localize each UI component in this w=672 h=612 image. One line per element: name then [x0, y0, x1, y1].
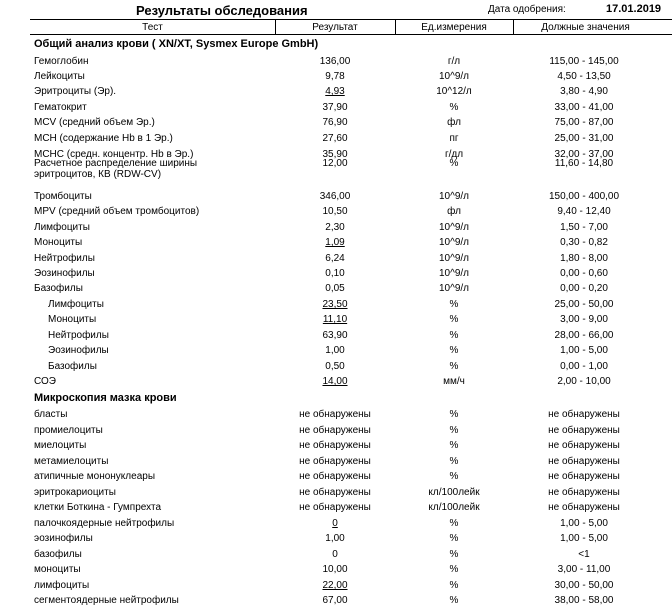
test-name: СОЭ	[34, 376, 56, 387]
unit-value: мм/ч	[443, 376, 465, 387]
unit-value: %	[449, 533, 459, 544]
test-name: MPV (средний объем тромбоцитов)	[34, 206, 200, 217]
reference-range: не обнаружены	[548, 502, 620, 513]
result-value: 0,50	[325, 361, 345, 372]
result-value: 10,50	[322, 206, 348, 217]
reference-range: 3,00 - 11,00	[557, 564, 611, 575]
reference-range: 3,00 - 9,00	[560, 314, 608, 325]
unit-value: пг	[449, 133, 459, 144]
test-name: Эозинофилы	[48, 345, 109, 356]
reference-range: не обнаружены	[548, 409, 620, 420]
test-name: Расчетное распределение ширины эритроцитов, КВ (RDW-CV)	[34, 158, 198, 180]
result-value: 35,90	[322, 149, 348, 160]
result-value: 1,00	[325, 533, 345, 544]
test-name: клетки Боткина - Гумпрехта	[34, 502, 162, 513]
result-value: 22,00	[322, 580, 348, 591]
reference-range: 25,00 - 50,00	[554, 299, 614, 310]
table-row	[0, 470, 672, 484]
reference-range: 150,00 - 400,00	[548, 191, 620, 202]
result-value: 0	[332, 518, 338, 529]
test-name: Гемоглобин	[34, 56, 89, 67]
unit-value: г/л	[447, 56, 461, 67]
column-header-unit: Ед.измерения	[421, 22, 487, 33]
reference-range: 28,00 - 66,00	[554, 330, 614, 341]
unit-value: 10^12/л	[436, 86, 472, 97]
table-row	[0, 298, 672, 312]
unit-value: %	[449, 345, 459, 356]
approval-date-label: Дата одобрения:	[488, 4, 566, 15]
test-name: промиелоциты	[34, 425, 103, 436]
reference-range: 32,00 - 37,00	[554, 149, 614, 160]
unit-value: 10^9/л	[439, 71, 469, 82]
reference-range: 0,00 - 0,60	[560, 268, 608, 279]
test-name: Лимфоциты	[34, 222, 90, 233]
test-name: лимфоциты	[34, 580, 90, 591]
result-value: 0,10	[325, 268, 345, 279]
reference-range: 0,30 - 0,82	[560, 237, 608, 248]
table-row	[0, 221, 672, 235]
table-row	[0, 282, 672, 296]
test-name: Лимфоциты	[48, 299, 104, 310]
result-value: 346,00	[319, 191, 351, 202]
report-title: Результаты обследования	[136, 3, 308, 18]
result-value: 0,05	[325, 283, 345, 294]
table-row	[0, 563, 672, 577]
table-row	[0, 486, 672, 500]
reference-range: 9,40 - 12,40	[557, 206, 611, 217]
test-name: базофилы	[34, 549, 82, 560]
reference-range: не обнаружены	[548, 440, 620, 451]
table-row	[0, 55, 672, 69]
table-row	[0, 313, 672, 327]
table-row	[0, 360, 672, 374]
column-header-reference: Должные значения	[541, 22, 630, 33]
result-value: 23,50	[322, 299, 348, 310]
unit-value: 10^9/л	[439, 268, 469, 279]
reference-range: 33,00 - 41,00	[554, 102, 614, 113]
test-name: палочкоядерные нейтрофилы	[34, 518, 175, 529]
result-value: не обнаружены	[299, 471, 371, 482]
unit-value: 10^9/л	[439, 253, 469, 264]
table-row	[0, 344, 672, 358]
result-value: 63,90	[322, 330, 348, 341]
unit-value: 10^9/л	[439, 222, 469, 233]
reference-range: 75,00 - 87,00	[554, 117, 614, 128]
unit-value: %	[449, 102, 459, 113]
table-row	[0, 190, 672, 204]
test-name: MCH (содержание Hb в 1 Эр.)	[34, 133, 173, 144]
result-value: 37,90	[322, 102, 348, 113]
result-value: 10,00	[322, 564, 348, 575]
result-value: 27,60	[322, 133, 348, 144]
unit-value: %	[449, 314, 459, 325]
test-name: Моноциты	[34, 237, 83, 248]
reference-range: 4,50 - 13,50	[557, 71, 611, 82]
unit-value: 10^9/л	[439, 283, 469, 294]
unit-value: фл	[447, 206, 461, 217]
result-value: 9,78	[325, 71, 345, 82]
unit-value: %	[449, 440, 459, 451]
unit-value: %	[449, 456, 459, 467]
result-value: 1,09	[325, 237, 345, 248]
unit-value: %	[449, 471, 459, 482]
result-value: 76,90	[322, 117, 348, 128]
test-name: Базофилы	[48, 361, 97, 372]
section-title-cbc: Общий анализ крови ( XN/XT, Sysmex Europe GmbH)	[34, 38, 319, 50]
table-row	[0, 101, 672, 115]
result-value: 136,00	[319, 56, 351, 67]
table-row	[0, 424, 672, 438]
reference-range: не обнаружены	[548, 425, 620, 436]
test-name: MCHC (средн. концентр. Hb в Эр.)	[34, 149, 194, 160]
table-row	[0, 252, 672, 266]
test-name: Гематокрит	[34, 102, 87, 113]
result-value: 12,00	[322, 158, 348, 169]
table-row	[0, 375, 672, 389]
column-header-test: Тест	[142, 22, 163, 33]
unit-value: %	[449, 564, 459, 575]
unit-value: %	[449, 518, 459, 529]
table-row	[0, 116, 672, 130]
table-row	[0, 594, 672, 608]
test-name: Эритроциты (Эр).	[34, 86, 117, 97]
test-name: Тромбоциты	[34, 191, 92, 202]
unit-value: кл/100лейк	[428, 487, 480, 498]
result-value: 14,00	[322, 376, 348, 387]
reference-range: 2,00 - 10,00	[557, 376, 611, 387]
unit-value: %	[449, 580, 459, 591]
column-header-result: Результат	[312, 22, 358, 33]
result-value: 0	[332, 549, 338, 560]
test-name: MCV (средний объем Эр.)	[34, 117, 155, 128]
section-title-smear: Микроскопия мазка крови	[34, 392, 177, 404]
result-value: 6,24	[325, 253, 345, 264]
unit-value: %	[449, 158, 459, 169]
table-row	[0, 455, 672, 469]
unit-value: %	[449, 595, 459, 606]
reference-range: не обнаружены	[548, 487, 620, 498]
table-row	[0, 236, 672, 250]
test-name: Нейтрофилы	[34, 253, 95, 264]
reference-range: 1,00 - 5,00	[560, 533, 608, 544]
table-row	[0, 532, 672, 546]
test-name: Базофилы	[34, 283, 83, 294]
result-value: не обнаружены	[299, 502, 371, 513]
reference-range: 1,00 - 5,00	[560, 518, 608, 529]
result-value: 67,00	[322, 595, 348, 606]
table-row	[0, 158, 672, 182]
result-value: не обнаружены	[299, 409, 371, 420]
result-value: не обнаружены	[299, 425, 371, 436]
test-name: моноциты	[34, 564, 81, 575]
table-row	[0, 70, 672, 84]
unit-value: 10^9/л	[439, 191, 469, 202]
reference-range: 30,00 - 50,00	[554, 580, 614, 591]
unit-value: г/дл	[444, 149, 464, 160]
reference-range: 1,00 - 5,00	[560, 345, 608, 356]
reference-range: 3,80 - 4,90	[560, 86, 608, 97]
test-name: Лейкоциты	[34, 71, 85, 82]
table-row	[0, 439, 672, 453]
result-value: 2,30	[325, 222, 345, 233]
reference-range: 25,00 - 31,00	[554, 133, 614, 144]
test-name: эозинофилы	[34, 533, 93, 544]
table-row	[0, 132, 672, 146]
test-name: атипичные мононуклеары	[34, 471, 156, 482]
test-name: Моноциты	[48, 314, 97, 325]
test-name: Нейтрофилы	[48, 330, 109, 341]
unit-value: %	[449, 409, 459, 420]
reference-range: 0,00 - 0,20	[560, 283, 608, 294]
result-value: не обнаружены	[299, 456, 371, 467]
test-name: миелоциты	[34, 440, 87, 451]
approval-date: 17.01.2019	[606, 3, 662, 15]
table-row	[0, 267, 672, 281]
result-value: 1,00	[325, 345, 345, 356]
unit-value: %	[449, 361, 459, 372]
reference-range: 115,00 - 145,00	[549, 56, 619, 67]
test-name: сегментоядерные нейтрофилы	[34, 595, 179, 606]
reference-range: 11,60 - 14,80	[554, 158, 614, 169]
result-value: не обнаружены	[299, 487, 371, 498]
table-row	[0, 548, 672, 562]
reference-range: не обнаружены	[548, 456, 620, 467]
test-name: эритрокариоциты	[34, 487, 116, 498]
table-row	[0, 329, 672, 343]
table-row	[0, 85, 672, 99]
reference-range: 1,80 - 8,00	[560, 253, 608, 264]
reference-range: 38,00 - 58,00	[554, 595, 614, 606]
reference-range: <1	[578, 549, 590, 560]
test-name: Эозинофилы	[34, 268, 95, 279]
reference-range: 0,00 - 1,00	[560, 361, 608, 372]
result-value: 11,10	[322, 314, 348, 325]
unit-value: %	[449, 299, 459, 310]
result-value: не обнаружены	[299, 440, 371, 451]
result-value: 4,93	[325, 86, 345, 97]
unit-value: %	[449, 330, 459, 341]
header-top-rule	[30, 19, 672, 20]
unit-value: %	[449, 549, 459, 560]
test-name: метамиелоциты	[34, 456, 109, 467]
unit-value: фл	[447, 117, 461, 128]
reference-range: 1,50 - 7,00	[560, 222, 608, 233]
unit-value: 10^9/л	[439, 237, 469, 248]
table-row	[0, 205, 672, 219]
unit-value: кл/100лейк	[428, 502, 480, 513]
table-row	[0, 517, 672, 531]
table-row	[0, 579, 672, 593]
reference-range: не обнаружены	[548, 471, 620, 482]
test-name: бласты	[34, 409, 68, 420]
unit-value: %	[449, 425, 459, 436]
table-row	[0, 408, 672, 422]
table-row	[0, 501, 672, 515]
